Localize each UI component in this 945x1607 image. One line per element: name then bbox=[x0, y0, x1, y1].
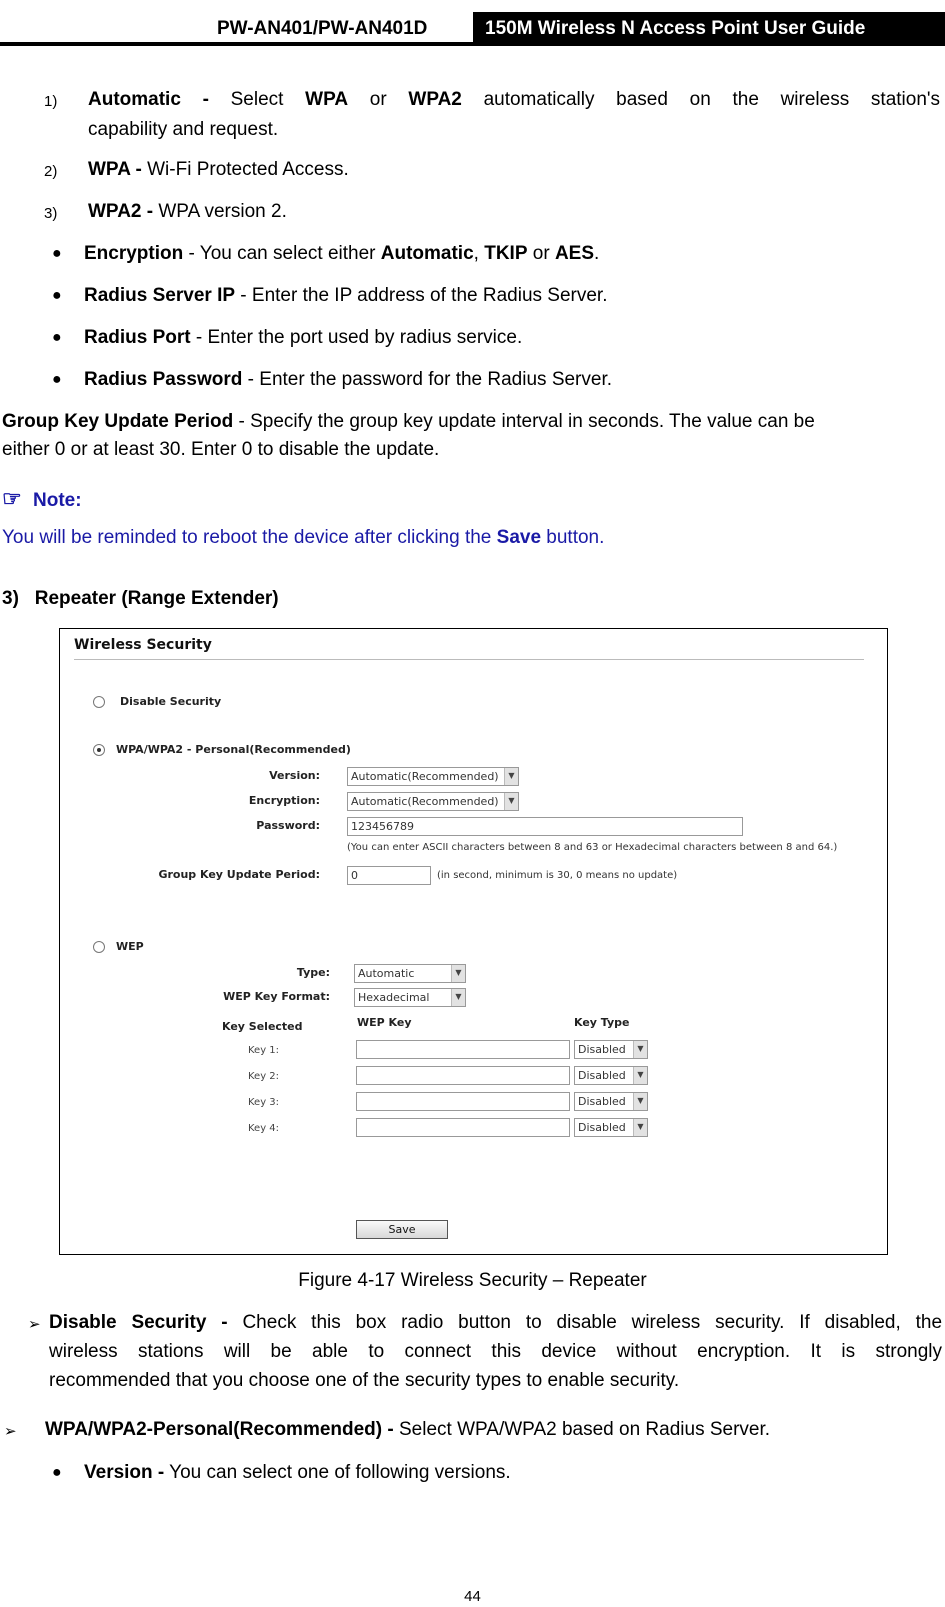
encryption-label: Encryption: bbox=[248, 794, 320, 807]
bullet-dot: ● bbox=[52, 245, 62, 262]
key-3-label: Key 3: bbox=[248, 1097, 280, 1108]
header-guide-title: 150M Wireless N Access Point User Guide bbox=[473, 12, 945, 44]
bullet-radius-password: Radius Password - Enter the password for the Radius Server. bbox=[84, 369, 613, 390]
encryption-select[interactable]: Automatic(Recommended) ▼ bbox=[347, 792, 519, 811]
key-1-input[interactable] bbox=[356, 1040, 570, 1059]
bullet-dot: ● bbox=[52, 1464, 62, 1481]
version-select[interactable]: Automatic(Recommended) ▼ bbox=[347, 767, 519, 786]
chevron-down-icon: ▼ bbox=[451, 965, 465, 982]
page-number: 44 bbox=[464, 1588, 481, 1605]
key-2-label: Key 2: bbox=[248, 1071, 280, 1082]
list-number: 1) bbox=[44, 93, 58, 110]
key-3-type-select[interactable]: Disabled ▼ bbox=[574, 1092, 648, 1111]
wpa-personal-label: WPA/WPA2 - Personal(Recommended) bbox=[116, 743, 351, 756]
bullet-dot: ● bbox=[52, 371, 62, 388]
group-key-paragraph-cont: either 0 or at least 30. Enter 0 to disable the update. bbox=[2, 439, 440, 460]
bullet-encryption: Encryption - You can select either Automatic, TKIP or AES. bbox=[84, 243, 600, 264]
bullet-dot: ● bbox=[52, 329, 62, 346]
group-key-hint: (in second, minimum is 30, 0 means no update) bbox=[437, 870, 678, 881]
note-text: You will be reminded to reboot the device after clicking the Save button. bbox=[2, 527, 605, 548]
chevron-down-icon: ▼ bbox=[504, 793, 518, 810]
group-key-label: Group Key Update Period: bbox=[158, 868, 320, 881]
group-key-input[interactable]: 0 bbox=[347, 866, 431, 885]
save-button[interactable]: Save bbox=[356, 1220, 448, 1239]
list-number: 2) bbox=[44, 163, 58, 180]
desc-wpa-personal: WPA/WPA2-Personal(Recommended) - Select WPA/WPA2 based on Radius Server. bbox=[45, 1419, 771, 1440]
bullet-dot: ● bbox=[52, 287, 62, 304]
list-item-wpa: WPA - Wi-Fi Protected Access. bbox=[88, 159, 349, 180]
figure-title: Wireless Security bbox=[74, 637, 212, 653]
password-hint: (You can enter ASCII characters between 8 and 63 or Hexadecimal characters between 8 and 64.) bbox=[347, 842, 838, 853]
list-item-wpa2: WPA2 - WPA version 2. bbox=[88, 201, 287, 222]
bullet-version: Version - You can select one of following versions. bbox=[84, 1462, 511, 1483]
header-model: PW-AN401/PW-AN401D bbox=[217, 18, 428, 39]
pointing-hand-icon: ☞ bbox=[2, 486, 22, 511]
key-4-label: Key 4: bbox=[248, 1123, 280, 1134]
wep-radio[interactable] bbox=[93, 941, 105, 953]
wpa-personal-radio[interactable] bbox=[93, 744, 105, 756]
figure-caption: Figure 4-17 Wireless Security – Repeater bbox=[298, 1270, 647, 1291]
note-heading: ☞ Note: bbox=[2, 486, 82, 511]
list-number: 3) bbox=[44, 205, 58, 222]
header-rule bbox=[0, 42, 945, 46]
type-select[interactable]: Automatic ▼ bbox=[354, 964, 466, 983]
arrow-bullet-icon: ➢ bbox=[4, 1423, 17, 1440]
chevron-down-icon: ▼ bbox=[451, 989, 465, 1006]
key-1-label: Key 1: bbox=[248, 1045, 280, 1056]
page-header bbox=[0, 12, 945, 46]
wep-format-label: WEP Key Format: bbox=[223, 990, 330, 1003]
key-4-input[interactable] bbox=[356, 1118, 570, 1137]
key-selected-header: Key Selected bbox=[222, 1020, 303, 1033]
key-1-type-select[interactable]: Disabled ▼ bbox=[574, 1040, 648, 1059]
list-item-automatic: Automatic - Select WPA or WPA2 automatically based on the wireless station's bbox=[88, 89, 941, 110]
arrow-bullet-icon: ➢ bbox=[28, 1316, 41, 1333]
wep-key-header: WEP Key bbox=[357, 1016, 412, 1029]
disable-security-label: Disable Security bbox=[120, 695, 222, 708]
desc-disable-security-line3: recommended that you choose one of the security types to enable security. bbox=[49, 1370, 680, 1391]
desc-disable-security-line2: wireless stations will be able to connect this device without encryption. It is strongly bbox=[49, 1341, 942, 1362]
chevron-down-icon: ▼ bbox=[633, 1119, 647, 1136]
key-2-type-select[interactable]: Disabled ▼ bbox=[574, 1066, 648, 1085]
wep-format-select[interactable]: Hexadecimal ▼ bbox=[354, 988, 466, 1007]
chevron-down-icon: ▼ bbox=[633, 1093, 647, 1110]
chevron-down-icon: ▼ bbox=[633, 1067, 647, 1084]
wireless-security-figure bbox=[59, 628, 888, 1255]
chevron-down-icon: ▼ bbox=[633, 1041, 647, 1058]
version-label: Version: bbox=[269, 769, 320, 782]
disable-security-radio[interactable] bbox=[93, 696, 105, 708]
group-key-paragraph: Group Key Update Period - Specify the group key update interval in seconds. The value can be bbox=[2, 411, 815, 432]
chevron-down-icon: ▼ bbox=[504, 768, 518, 785]
password-input[interactable]: 123456789 bbox=[347, 817, 743, 836]
type-label: Type: bbox=[296, 966, 330, 979]
figure-title-rule bbox=[74, 659, 864, 660]
bullet-radius-port: Radius Port - Enter the port used by radius service. bbox=[84, 327, 523, 348]
key-3-input[interactable] bbox=[356, 1092, 570, 1111]
wep-label: WEP bbox=[116, 940, 144, 953]
desc-disable-security: Disable Security - Check this box radio button to disable wireless security. If disabled, the bbox=[49, 1312, 943, 1333]
key-4-type-select[interactable]: Disabled ▼ bbox=[574, 1118, 648, 1137]
section-heading: 3) Repeater (Range Extender) bbox=[2, 588, 279, 609]
list-item-automatic-cont: capability and request. bbox=[88, 119, 279, 140]
bullet-radius-ip: Radius Server IP - Enter the IP address of the Radius Server. bbox=[84, 285, 608, 306]
key-2-input[interactable] bbox=[356, 1066, 570, 1085]
password-label: Password: bbox=[256, 819, 320, 832]
key-type-header: Key Type bbox=[574, 1016, 630, 1029]
